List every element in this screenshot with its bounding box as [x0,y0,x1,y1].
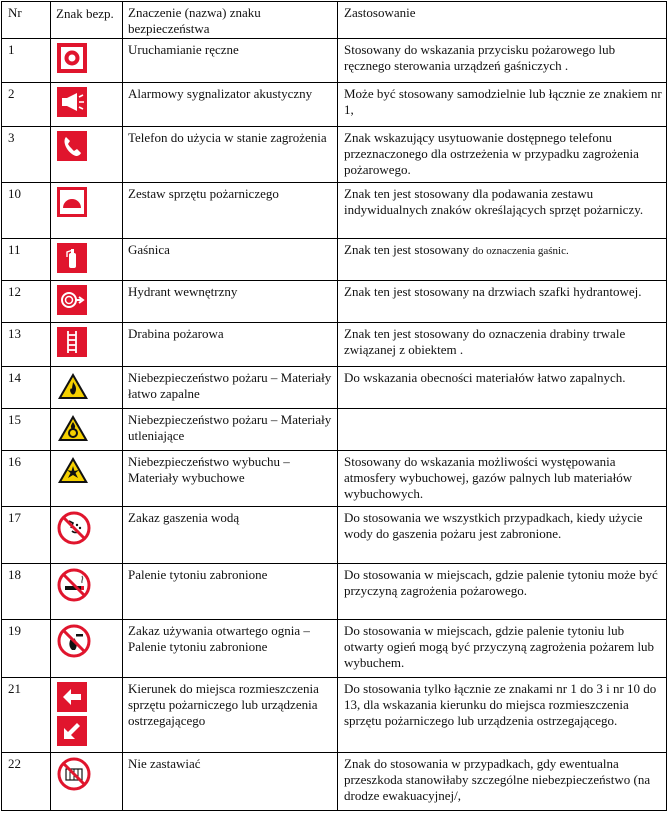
row-usage [338,409,667,451]
row-meaning: Niebezpieczeństwo wybuchu – Materiały wybuchowe [123,451,338,507]
row-meaning: Palenie tytoniu zabronione [123,564,338,620]
table-row [2,367,667,409]
table-row [2,451,667,507]
table-row [2,239,667,281]
table-row [2,678,667,753]
table-row [2,281,667,323]
row-meaning: Gaśnica [123,239,338,281]
row-usage: Znak wskazujący usytuowanie dostępnego telefonu przeznaczonego dla ostrzeżenia w przypadku zagrożenia pożarowego. [338,127,667,183]
flammable-warning-icon [57,371,89,401]
row-nr: 14 [2,367,51,409]
table-row [2,127,667,183]
row-meaning: Niebezpieczeństwo pożaru – Materiały utleniające [123,409,338,451]
fire-extinguisher-icon [57,243,87,273]
row-usage-small: do oznaczenia gaśnic. [472,245,569,257]
row-usage: Stosowany do wskazania przycisku pożarowego lub ręcznego sterowania urządzeń gaśniczych . [338,39,667,83]
header-sign: Znak bezp. [51,2,123,39]
row-nr: 19 [2,620,51,678]
no-smoking-icon [57,568,91,602]
row-meaning: Nie zastawiać [123,753,338,811]
table-row [2,183,667,239]
emergency-telephone-icon [57,131,87,161]
row-meaning: Zestaw sprzętu pożarniczego [123,183,338,239]
no-open-flame-icon [57,624,91,658]
row-usage: Znak ten jest stosowany [344,242,470,257]
row-meaning: Drabina pożarowa [123,323,338,367]
table-row [2,83,667,127]
row-usage: Znak ten jest stosowany na drzwiach szafki hydrantowej. [338,281,667,323]
row-nr: 13 [2,323,51,367]
arrow-left-icon [57,682,87,712]
fire-equipment-set-icon [57,187,87,217]
row-usage: Znak ten jest stosowany do oznaczenia drabiny trwale związanej z obiektem . [338,323,667,367]
explosive-warning-icon [57,455,89,485]
row-nr: 18 [2,564,51,620]
table-row [2,564,667,620]
acoustic-alarm-icon [57,87,87,117]
row-usage: Stosowany do wskazania możliwości występowania atmosfery wybuchowej, gazów palnych lub materiałów wybuchowych. [338,451,667,507]
row-nr: 11 [2,239,51,281]
do-not-obstruct-icon [57,757,91,791]
row-meaning: Kierunek do miejsca rozmieszczenia sprzętu pożarniczego lub urządzenia ostrzegającego [123,678,338,753]
no-water-extinguishing-icon [57,511,91,545]
row-usage: Do stosowania w miejscach, gdzie palenie tytoniu lub otwarty ogień mogą być przyczyną zagrożenia pożarem lub wybuchem. [338,620,667,678]
row-usage: Znak do stosowania w przypadkach, gdy ewentualna przeszkoda stanowiłaby szczególne niebezpieczeństwo (na drodze ewakuacyjnej/, [338,753,667,811]
row-usage: Znak ten jest stosowany dla podawania zestawu indywidualnych znaków określających sprzęt pożarniczy. [338,183,667,239]
header-row [2,2,667,39]
row-usage: Może być stosowany samodzielnie lub łącznie ze znakiem nr 1, [338,83,667,127]
row-meaning: Telefon do użycia w stanie zagrożenia [123,127,338,183]
table-row [2,507,667,564]
row-nr: 17 [2,507,51,564]
manual-call-point-icon [57,43,87,73]
row-meaning: Alarmowy sygnalizator akustyczny [123,83,338,127]
row-meaning: Niebezpieczeństwo pożaru – Materiały łatwo zapalne [123,367,338,409]
row-nr: 10 [2,183,51,239]
row-meaning: Zakaz gaszenia wodą [123,507,338,564]
row-meaning: Uruchamianie ręczne [123,39,338,83]
fire-hydrant-hose-icon [57,285,87,315]
table-row [2,39,667,83]
row-nr: 22 [2,753,51,811]
row-nr: 12 [2,281,51,323]
table-row [2,620,667,678]
row-meaning: Zakaz używania otwartego ognia – Palenie tytoniu zabronione [123,620,338,678]
row-meaning: Hydrant wewnętrzny [123,281,338,323]
oxidizing-warning-icon [57,413,89,443]
header-usage: Zastosowanie [338,2,667,39]
fire-ladder-icon [57,327,87,357]
row-nr: 15 [2,409,51,451]
header-meaning: Znaczenie (nazwa) znaku bezpieczeństwa [123,2,338,39]
table-row [2,753,667,811]
fire-safety-signs-table [1,1,667,811]
row-usage: Do wskazania obecności materiałów łatwo zapalnych. [338,367,667,409]
arrow-down-left-icon [57,716,87,746]
header-nr: Nr [2,2,51,39]
row-nr: 3 [2,127,51,183]
row-usage: Do stosowania w miejscach, gdzie palenie tytoniu może być przyczyną zagrożenia pożarowego. [338,564,667,620]
row-nr: 2 [2,83,51,127]
row-usage: Do stosowania we wszystkich przypadkach, kiedy użycie wody do gaszenia pożaru jest zabronione. [338,507,667,564]
table-row [2,409,667,451]
table-row [2,323,667,367]
row-nr: 16 [2,451,51,507]
row-nr: 21 [2,678,51,753]
row-usage: Do stosowania tylko łącznie ze znakami nr 1 do 3 i nr 10 do 13, dla wskazania kierunku do miejsca rozmieszczenia sprzętu pożarniczego lub urządzenia ostrzegającego. [338,678,667,753]
row-nr: 1 [2,39,51,83]
